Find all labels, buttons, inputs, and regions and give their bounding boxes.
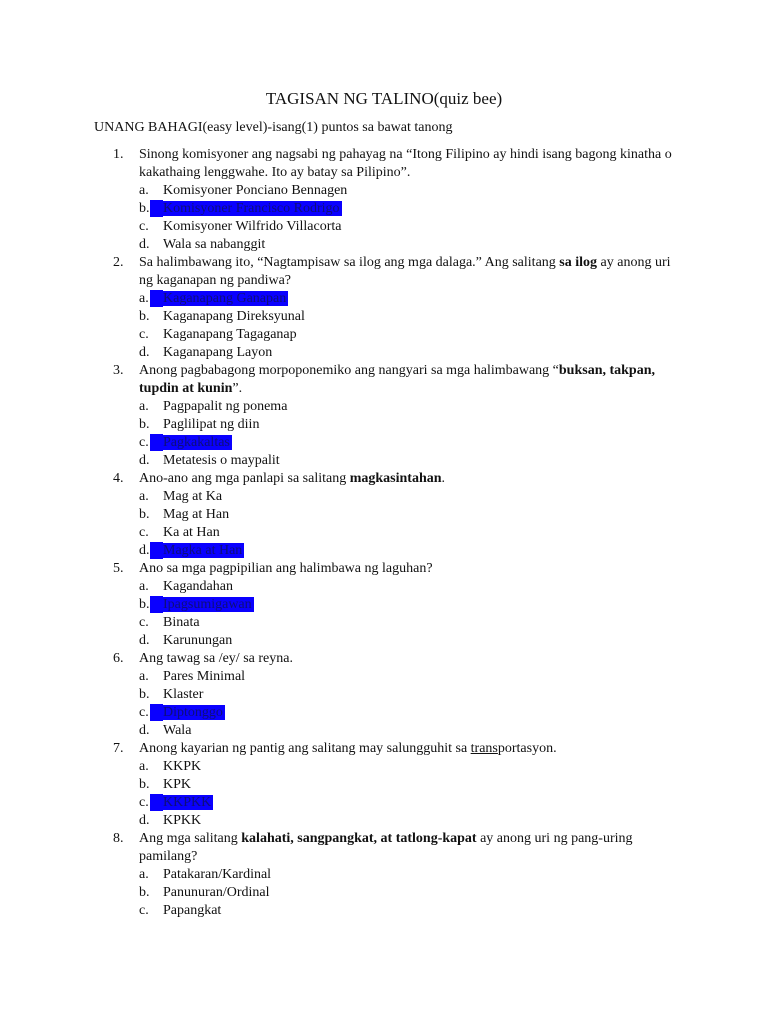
option-item	[139, 758, 673, 776]
option-item	[139, 902, 673, 920]
option-letter: a.	[139, 183, 149, 198]
option-item-highlighted	[139, 704, 673, 722]
question-number: 2.	[113, 255, 124, 270]
question-item	[113, 650, 673, 740]
option-item	[139, 632, 673, 650]
option-item	[139, 884, 673, 902]
option-text: Ka at Han	[163, 525, 220, 540]
option-item	[139, 344, 673, 362]
question-text: Anong kayarian ng pantig ang salitang may salungguhit sa transportasyon.	[139, 741, 557, 756]
question-text: Ano sa mga pagpipilian ang halimbawa ng laguhan?	[139, 561, 433, 576]
option-letter: d.	[139, 345, 150, 360]
question-text: Sinong komisyoner ang nagsabi ng pahayag na “Itong Filipino ay hindi isang bagong kinatha o kakathaing lenggwahe. Ito ay batay sa Pilipino”.	[139, 147, 672, 180]
option-text: Kaganapang Ganapan	[163, 291, 287, 306]
option-text: Kaganapang Tagaganap	[163, 327, 297, 342]
option-item	[139, 866, 673, 884]
option-item-highlighted	[139, 200, 673, 218]
option-list	[139, 866, 673, 920]
option-text: Komisyoner Francisco Rodrigo	[163, 201, 340, 216]
highlight-mark	[150, 290, 163, 307]
option-text: Magka at Han	[163, 543, 243, 558]
question-text: Anong pagbabagong morpoponemiko ang nangyari sa mga halimbawang “buksan, takpan, tupdin at kunin”.	[139, 363, 656, 396]
option-letter: a.	[139, 669, 149, 684]
option-letter: d.	[139, 633, 150, 648]
bold-term: buksan, takpan, tupdin at kunin	[139, 363, 656, 396]
option-text: Mag at Ka	[163, 489, 223, 504]
option-list	[139, 182, 673, 254]
option-item-highlighted	[139, 596, 673, 614]
option-text: Diptonggo	[163, 705, 223, 720]
option-letter: b.	[139, 597, 150, 612]
highlight-mark	[150, 704, 163, 721]
option-text: Ipagsumigawan	[163, 597, 252, 612]
option-item	[139, 326, 673, 344]
option-item	[139, 722, 673, 740]
option-letter: a.	[139, 291, 149, 306]
option-item	[139, 614, 673, 632]
option-list	[139, 398, 673, 470]
option-item	[139, 812, 673, 830]
option-letter: a.	[139, 867, 149, 882]
option-text: Mag at Han	[163, 507, 230, 522]
option-text: Kagandahan	[163, 579, 233, 594]
option-letter: d.	[139, 453, 150, 468]
highlight-mark	[150, 200, 163, 217]
option-item	[139, 506, 673, 524]
option-letter: b.	[139, 309, 150, 324]
option-letter: c.	[139, 525, 149, 540]
option-item	[139, 236, 673, 254]
option-text: Panunuran/Ordinal	[163, 885, 270, 900]
option-text: Karunungan	[163, 633, 233, 648]
option-item	[139, 668, 673, 686]
question-item	[113, 362, 673, 470]
question-item	[113, 830, 673, 920]
option-text: Wala sa nabanggit	[163, 237, 266, 252]
option-letter: c.	[139, 903, 149, 918]
option-letter: c.	[139, 327, 149, 342]
question-item	[113, 254, 673, 362]
section-subtitle: UNANG BAHAGI(easy level)-isang(1) puntos sa bawat tanong	[94, 120, 453, 135]
option-text: KKPKK	[163, 795, 212, 810]
option-letter: b.	[139, 777, 150, 792]
question-number: 4.	[113, 471, 124, 486]
option-letter: d.	[139, 723, 150, 738]
question-text: Sa halimbawang ito, “Nagtampisaw sa ilog ang mga dalaga.” Ang salitang sa ilog ay anong uri ng kaganapan ng pandiwa?	[139, 255, 671, 288]
option-item	[139, 218, 673, 236]
option-list	[139, 578, 673, 650]
option-letter: a.	[139, 399, 149, 414]
option-text: Komisyoner Ponciano Bennagen	[163, 183, 348, 198]
option-item	[139, 776, 673, 794]
option-text: Paglilipat ng diin	[163, 417, 260, 432]
question-number: 1.	[113, 147, 124, 162]
option-item	[139, 488, 673, 506]
option-item	[139, 686, 673, 704]
question-number: 8.	[113, 831, 124, 846]
question-text: Ang tawag sa /ey/ sa reyna.	[139, 651, 293, 666]
option-text: Wala	[163, 723, 192, 738]
question-number: 6.	[113, 651, 124, 666]
option-list	[139, 758, 673, 830]
option-text: KKPK	[163, 759, 202, 774]
option-text: KPKK	[163, 813, 202, 828]
bold-term: kalahati, sangpangkat, at tatlong-kapat	[241, 831, 477, 846]
option-list	[139, 668, 673, 740]
option-letter: a.	[139, 579, 149, 594]
option-list	[139, 488, 673, 560]
option-item	[139, 524, 673, 542]
option-text: KPK	[163, 777, 192, 792]
question-number: 3.	[113, 363, 124, 378]
option-item-highlighted	[139, 542, 673, 560]
option-letter: c.	[139, 615, 149, 630]
option-text: Kaganapang Layon	[163, 345, 273, 360]
option-item	[139, 578, 673, 596]
option-letter: b.	[139, 507, 150, 522]
option-text: Klaster	[163, 687, 204, 702]
bold-term: magkasintahan	[349, 471, 442, 486]
option-text: Patakaran/Kardinal	[163, 867, 272, 882]
option-letter: d.	[139, 813, 150, 828]
option-letter: a.	[139, 489, 149, 504]
question-list	[113, 146, 673, 920]
option-letter: c.	[139, 705, 149, 720]
option-text: Pagpapalit ng ponema	[163, 399, 288, 414]
option-letter: b.	[139, 687, 150, 702]
option-text: Pagkakaltas	[163, 435, 230, 450]
option-letter: a.	[139, 759, 149, 774]
question-item	[113, 740, 673, 830]
question-number: 5.	[113, 561, 124, 576]
option-letter: d.	[139, 237, 150, 252]
question-text: Ano-ano ang mga panlapi sa salitang magkasintahan.	[139, 471, 446, 486]
option-letter: c.	[139, 435, 149, 450]
option-text: Kaganapang Direksyunal	[163, 309, 305, 324]
option-item	[139, 416, 673, 434]
option-letter: d.	[139, 543, 150, 558]
option-letter: c.	[139, 219, 149, 234]
option-text: Pares Minimal	[163, 669, 246, 684]
highlight-mark	[150, 434, 163, 451]
question-item	[113, 470, 673, 560]
highlight-mark	[150, 596, 163, 613]
option-text: Komisyoner Wilfrido Villacorta	[163, 219, 342, 234]
option-letter: b.	[139, 201, 150, 216]
bold-term: sa ilog	[559, 255, 598, 270]
option-item-highlighted	[139, 290, 673, 308]
option-item	[139, 452, 673, 470]
option-item	[139, 182, 673, 200]
option-letter: b.	[139, 417, 150, 432]
option-text: Binata	[163, 615, 200, 630]
highlight-mark	[150, 542, 163, 559]
option-item-highlighted	[139, 434, 673, 452]
option-item-highlighted	[139, 794, 673, 812]
question-item	[113, 146, 673, 254]
option-letter: c.	[139, 795, 149, 810]
option-item	[139, 398, 673, 416]
highlight-mark	[150, 794, 163, 811]
option-letter: b.	[139, 885, 150, 900]
option-item	[139, 308, 673, 326]
option-text: Papangkat	[163, 903, 222, 918]
question-number: 7.	[113, 741, 124, 756]
underlined-syllable: trans	[470, 741, 498, 756]
option-text: Metatesis o maypalit	[163, 453, 280, 468]
question-item	[113, 560, 673, 650]
page-title: TAGISAN NG TALINO(quiz bee)	[265, 89, 503, 108]
option-list	[139, 290, 673, 362]
question-text: Ang mga salitang kalahati, sangpangkat, at tatlong-kapat ay anong uri ng pang-uring pamilang?	[139, 831, 633, 864]
